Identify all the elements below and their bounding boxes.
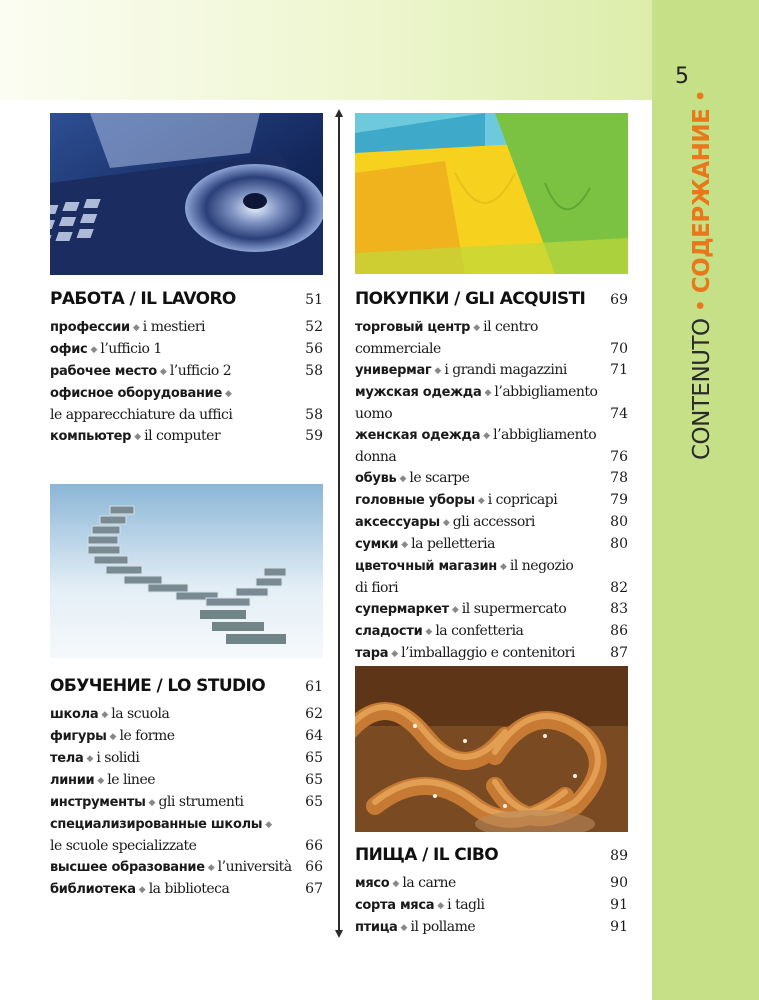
diamond-bullet-icon: ◆	[159, 367, 167, 377]
italian-term: le apparecchiature da uffici	[50, 407, 233, 423]
toc-entry	[355, 447, 628, 468]
italian-term: uomo	[355, 406, 393, 422]
toc-entry-text	[50, 405, 232, 426]
russian-term: специализированные школы	[50, 817, 263, 832]
toc-entry	[355, 360, 628, 382]
toc-entry-text	[50, 770, 155, 792]
section-page: 69	[610, 292, 628, 308]
side-title-russian: СОДЕРЖАНИЕ	[689, 108, 715, 294]
toc-entry	[355, 873, 628, 895]
russian-term: обувь	[355, 471, 397, 486]
russian-term: сладости	[355, 624, 423, 639]
italian-term: il centro	[483, 319, 538, 335]
italian-term: l’università	[217, 859, 292, 875]
toc-entry	[50, 770, 323, 792]
toc-entry	[355, 578, 628, 599]
toc-entry	[50, 836, 323, 857]
toc-entry	[50, 405, 323, 426]
toc-entry-text	[355, 382, 597, 404]
toc-entry	[355, 895, 628, 917]
italian-term: le linee	[107, 772, 156, 788]
toc-entry-text	[355, 621, 523, 643]
divider-arrow-top-icon	[335, 109, 343, 117]
toc-page-number: 56	[305, 341, 323, 357]
section-title: ПОКУПКИ / GLI ACQUISTI	[355, 289, 586, 309]
italian-term: la pelletteria	[411, 536, 495, 552]
toc-entry-text	[50, 857, 292, 879]
toc-page-number: 86	[610, 623, 628, 639]
italian-term: gli strumenti	[158, 794, 244, 810]
italian-term: il negozio	[509, 558, 574, 574]
diamond-bullet-icon: ◆	[134, 432, 142, 442]
italian-term: la confetteria	[435, 623, 524, 639]
toc-entry-text	[355, 512, 535, 534]
toc-page-number: 66	[305, 859, 323, 875]
toc-page-number: 74	[610, 406, 628, 422]
toc-entry	[50, 339, 323, 361]
bullet-icon: •	[689, 89, 715, 103]
toc-page-number: 67	[305, 881, 323, 897]
diamond-bullet-icon: ◆	[138, 885, 146, 895]
books-staircase-photo	[50, 484, 323, 658]
diamond-bullet-icon: ◆	[400, 923, 408, 933]
italian-term: i tagli	[447, 897, 485, 913]
italian-term: il computer	[144, 428, 221, 444]
diamond-bullet-icon: ◆	[207, 863, 215, 873]
diamond-bullet-icon: ◆	[484, 388, 492, 398]
section-page: 89	[610, 848, 628, 864]
diamond-bullet-icon: ◆	[148, 798, 156, 808]
italian-term: l’abbigliamento	[494, 384, 598, 400]
russian-term: тела	[50, 751, 84, 766]
diamond-bullet-icon: ◆	[434, 366, 442, 376]
diamond-bullet-icon: ◆	[132, 323, 140, 333]
toc-page-number: 91	[610, 897, 628, 913]
italian-term: di fiori	[355, 580, 399, 596]
section-acquisti	[355, 289, 628, 665]
toc-entry	[355, 534, 628, 556]
toc-entry-text	[355, 643, 575, 665]
section-title: ОБУЧЕНИЕ / LO STUDIO	[50, 676, 266, 696]
toc-entry	[50, 726, 323, 748]
russian-term: птица	[355, 920, 398, 935]
russian-term: офис	[50, 342, 88, 357]
toc-entry-text	[355, 895, 484, 917]
diamond-bullet-icon: ◆	[101, 710, 109, 720]
italian-term: i mestieri	[142, 319, 206, 335]
russian-term: фигуры	[50, 729, 107, 744]
diamond-bullet-icon: ◆	[265, 820, 273, 830]
italian-term: le scuole specializzate	[50, 838, 197, 854]
laptop-photo	[50, 113, 323, 275]
toc-entry	[50, 704, 323, 726]
diamond-bullet-icon: ◆	[97, 776, 105, 786]
side-title	[689, 84, 715, 460]
toc-entry	[50, 879, 323, 901]
toc-page-number: 52	[305, 319, 323, 335]
toc-entry	[355, 382, 628, 404]
toc-entry-text	[50, 317, 205, 339]
russian-term: рабочее место	[50, 364, 157, 379]
italian-term: l’abbigliamento	[493, 427, 597, 443]
toc-entry-text	[50, 836, 196, 857]
russian-term: линии	[50, 773, 95, 788]
italian-term: gli accessori	[452, 514, 535, 530]
section-cibo	[355, 845, 628, 939]
pretzels-photo	[355, 666, 628, 832]
toc-entry-text	[50, 704, 169, 726]
toc-page-number: 65	[305, 794, 323, 810]
diamond-bullet-icon: ◆	[401, 540, 409, 550]
toc-entry-text	[50, 383, 235, 405]
section-heading	[355, 289, 628, 315]
side-title-italian: CONTENUTO	[689, 318, 715, 460]
toc-entry-text	[355, 534, 495, 556]
russian-term: сумки	[355, 537, 399, 552]
russian-term: универмаг	[355, 363, 432, 378]
italian-term: l’ufficio 2	[169, 363, 232, 379]
diamond-bullet-icon: ◆	[442, 518, 450, 528]
toc-entry	[50, 814, 323, 836]
toc-entry	[355, 339, 628, 360]
russian-term: офисное оборудование	[50, 386, 222, 401]
diamond-bullet-icon: ◆	[499, 562, 507, 572]
column-divider	[338, 113, 340, 935]
toc-entry	[50, 426, 323, 448]
section-page: 51	[305, 292, 323, 308]
toc-entry-text	[355, 578, 398, 599]
toc-page-number: 66	[305, 838, 323, 854]
toc-entry-text	[355, 447, 396, 468]
shopping-bags-photo	[355, 113, 628, 274]
toc-entry-text	[355, 360, 567, 382]
toc-entry	[355, 490, 628, 512]
toc-entry-text	[50, 426, 220, 448]
toc-entry-text	[355, 556, 573, 578]
italian-term: le scarpe	[409, 470, 470, 486]
toc-entry-text	[50, 361, 231, 383]
italian-term: donna	[355, 449, 397, 465]
italian-term: il supermercato	[461, 601, 567, 617]
bullet-icon: •	[689, 299, 715, 313]
russian-term: мужская одежда	[355, 385, 482, 400]
toc-entry	[355, 468, 628, 490]
toc-entry	[355, 621, 628, 643]
russian-term: женская одежда	[355, 428, 481, 443]
toc-entry	[355, 317, 628, 339]
russian-term: школа	[50, 707, 99, 722]
italian-term: la biblioteca	[148, 881, 230, 897]
diamond-bullet-icon: ◆	[391, 649, 399, 659]
toc-page-number: 80	[610, 514, 628, 530]
russian-term: цветочный магазин	[355, 559, 497, 574]
russian-term: супермаркет	[355, 602, 449, 617]
russian-term: высшее образование	[50, 860, 205, 875]
toc-entry-text	[355, 490, 557, 512]
toc-page-number: 87	[610, 645, 628, 661]
toc-page-number: 70	[610, 341, 628, 357]
toc-entry-text	[355, 317, 538, 339]
toc-entry	[50, 748, 323, 770]
diamond-bullet-icon: ◆	[437, 901, 445, 911]
toc-entry	[355, 425, 628, 447]
toc-entry	[50, 317, 323, 339]
toc-entry	[50, 383, 323, 405]
russian-term: головные уборы	[355, 493, 475, 508]
italian-term: l’imballaggio e contenitori	[401, 645, 575, 661]
italian-term: commerciale	[355, 341, 441, 357]
italian-term: i solidi	[96, 750, 140, 766]
toc-entry-text	[50, 339, 162, 361]
russian-term: сорта мяса	[355, 898, 435, 913]
italian-term: la carne	[402, 875, 456, 891]
diamond-bullet-icon: ◆	[90, 345, 98, 355]
toc-page-number: 79	[610, 492, 628, 508]
section-heading	[50, 289, 323, 315]
toc-entry-text	[50, 792, 244, 814]
toc-page-number: 82	[610, 580, 628, 596]
diamond-bullet-icon: ◆	[477, 496, 485, 506]
toc-page-number: 71	[610, 362, 628, 378]
toc-entry-text	[355, 468, 469, 490]
toc-page-number: 58	[305, 407, 323, 423]
russian-term: профессии	[50, 320, 130, 335]
divider-arrow-bottom-icon	[335, 930, 343, 938]
toc-entry-text	[355, 425, 596, 447]
italian-term: il pollame	[410, 919, 476, 935]
toc-entry	[355, 556, 628, 578]
section-studio	[50, 676, 323, 901]
section-page: 61	[305, 679, 323, 695]
toc-entry-text	[355, 599, 566, 621]
diamond-bullet-icon: ◆	[109, 732, 117, 742]
toc-entry-text	[50, 814, 275, 836]
toc-page-number: 59	[305, 428, 323, 444]
toc-entry-text	[50, 748, 139, 770]
diamond-bullet-icon: ◆	[86, 754, 94, 764]
section-title: ПИЩА / IL CIBO	[355, 845, 499, 865]
toc-page-number: 64	[305, 728, 323, 744]
diamond-bullet-icon: ◆	[392, 879, 400, 889]
diamond-bullet-icon: ◆	[473, 323, 481, 333]
russian-term: аксессуары	[355, 515, 440, 530]
italian-term: i copricapi	[487, 492, 558, 508]
toc-entry	[355, 917, 628, 939]
toc-page-number: 62	[305, 706, 323, 722]
toc-entry-text	[355, 917, 475, 939]
russian-term: торговый центр	[355, 320, 471, 335]
russian-term: мясо	[355, 876, 390, 891]
russian-term: инструменты	[50, 795, 146, 810]
toc-entry	[355, 404, 628, 425]
section-heading	[355, 845, 628, 871]
toc-entry	[50, 857, 323, 879]
diamond-bullet-icon: ◆	[425, 627, 433, 637]
toc-page-number: 78	[610, 470, 628, 486]
toc-page-number: 91	[610, 919, 628, 935]
toc-entry-text	[355, 873, 456, 895]
toc-page-number: 80	[610, 536, 628, 552]
toc-entry-text	[50, 726, 175, 748]
toc-page-number: 65	[305, 750, 323, 766]
diamond-bullet-icon: ◆	[399, 474, 407, 484]
toc-page-number: 83	[610, 601, 628, 617]
toc-entry-text	[355, 339, 441, 360]
section-lavoro	[50, 289, 323, 448]
russian-term: компьютер	[50, 429, 132, 444]
toc-entry	[355, 643, 628, 665]
section-heading	[50, 676, 323, 702]
toc-page-number: 65	[305, 772, 323, 788]
diamond-bullet-icon: ◆	[483, 431, 491, 441]
toc-entry	[50, 361, 323, 383]
russian-term: библиотека	[50, 882, 136, 897]
diamond-bullet-icon: ◆	[224, 389, 232, 399]
section-title: РАБОТА / IL LAVORO	[50, 289, 236, 309]
italian-term: l’ufficio 1	[100, 341, 162, 357]
toc-page-number: 58	[305, 363, 323, 379]
russian-term: тара	[355, 646, 389, 661]
toc-page-number: 76	[610, 449, 628, 465]
italian-term: i grandi magazzini	[444, 362, 567, 378]
toc-entry-text	[50, 879, 229, 901]
page-number: 5	[675, 64, 689, 89]
toc-page-number: 90	[610, 875, 628, 891]
italian-term: la scuola	[111, 706, 170, 722]
toc-entry-text	[355, 404, 392, 425]
diamond-bullet-icon: ◆	[451, 605, 459, 615]
toc-entry	[355, 512, 628, 534]
header-band	[0, 0, 652, 100]
italian-term: le forme	[119, 728, 175, 744]
toc-entry	[355, 599, 628, 621]
toc-entry	[50, 792, 323, 814]
